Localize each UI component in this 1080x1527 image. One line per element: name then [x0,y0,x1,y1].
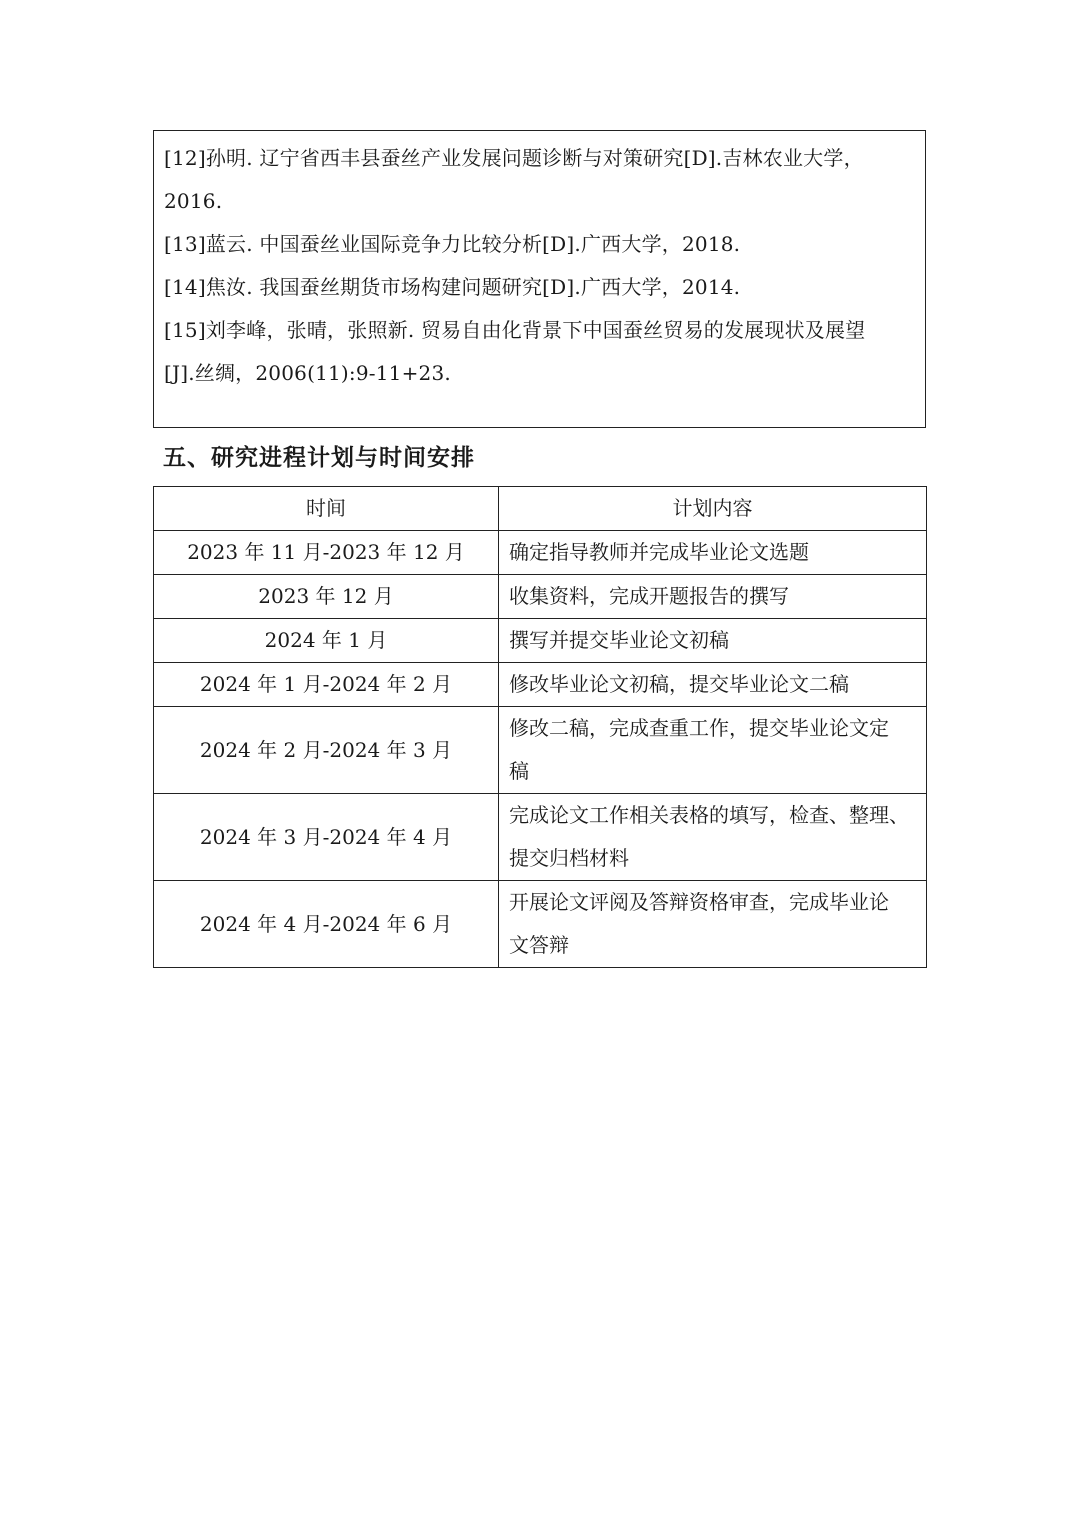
row-time: 2024 年 3 月-2024 年 4 月 [154,794,499,881]
reference-12-line-1: [12]孙明. 辽宁省西丰县蚕丝产业发展问题诊断与对策研究[D].吉林农业大学， [164,146,864,170]
row-plan-line-1: 开展论文评阅及答辩资格审查，完成毕业论 [509,890,889,914]
row-plan-line-1: 修改二稿，完成查重工作，提交毕业论文定 [509,716,889,740]
reference-15-line-2: [J].丝绸，2006(11):9-11+23. [164,361,451,385]
row-plan [499,794,927,881]
table-row [154,881,927,968]
table-row [154,707,927,794]
row-plan: 确定指导教师并完成毕业论文选题 [499,531,927,575]
references-box [153,130,926,428]
row-time: 2024 年 1 月-2024 年 2 月 [154,663,499,707]
section-title: 五、研究进程计划与时间安排 [163,445,475,471]
table-row [154,619,927,663]
row-time: 2024 年 1 月 [154,619,499,663]
table-row [154,663,927,707]
reference-15-line-1: [15]刘李峰，张晴，张照新. 贸易自由化背景下中国蚕丝贸易的发展现状及展望 [164,318,866,342]
row-plan-line-2: 提交归档材料 [509,846,629,870]
header-plan: 计划内容 [499,487,927,531]
reference-14: [14]焦汝. 我国蚕丝期货市场构建问题研究[D].广西大学，2014. [164,275,741,299]
reference-12-line-2: 2016. [164,189,223,213]
row-plan-line-1: 完成论文工作相关表格的填写，检查、整理、 [509,803,909,827]
table-row [154,531,927,575]
row-time: 2024 年 4 月-2024 年 6 月 [154,881,499,968]
row-time: 2023 年 12 月 [154,575,499,619]
row-plan-line-2: 文答辩 [509,933,569,957]
row-plan [499,881,927,968]
header-time: 时间 [154,487,499,531]
row-plan: 收集资料，完成开题报告的撰写 [499,575,927,619]
table-header-row [154,487,927,531]
schedule-table [153,486,927,968]
reference-13: [13]蓝云. 中国蚕丝业国际竞争力比较分析[D].广西大学，2018. [164,232,741,256]
row-time: 2023 年 11 月-2023 年 12 月 [154,531,499,575]
table-row [154,794,927,881]
row-plan-line-2: 稿 [509,759,529,783]
row-plan [499,707,927,794]
row-plan: 撰写并提交毕业论文初稿 [499,619,927,663]
row-time: 2024 年 2 月-2024 年 3 月 [154,707,499,794]
row-plan: 修改毕业论文初稿，提交毕业论文二稿 [499,663,927,707]
table-row [154,575,927,619]
